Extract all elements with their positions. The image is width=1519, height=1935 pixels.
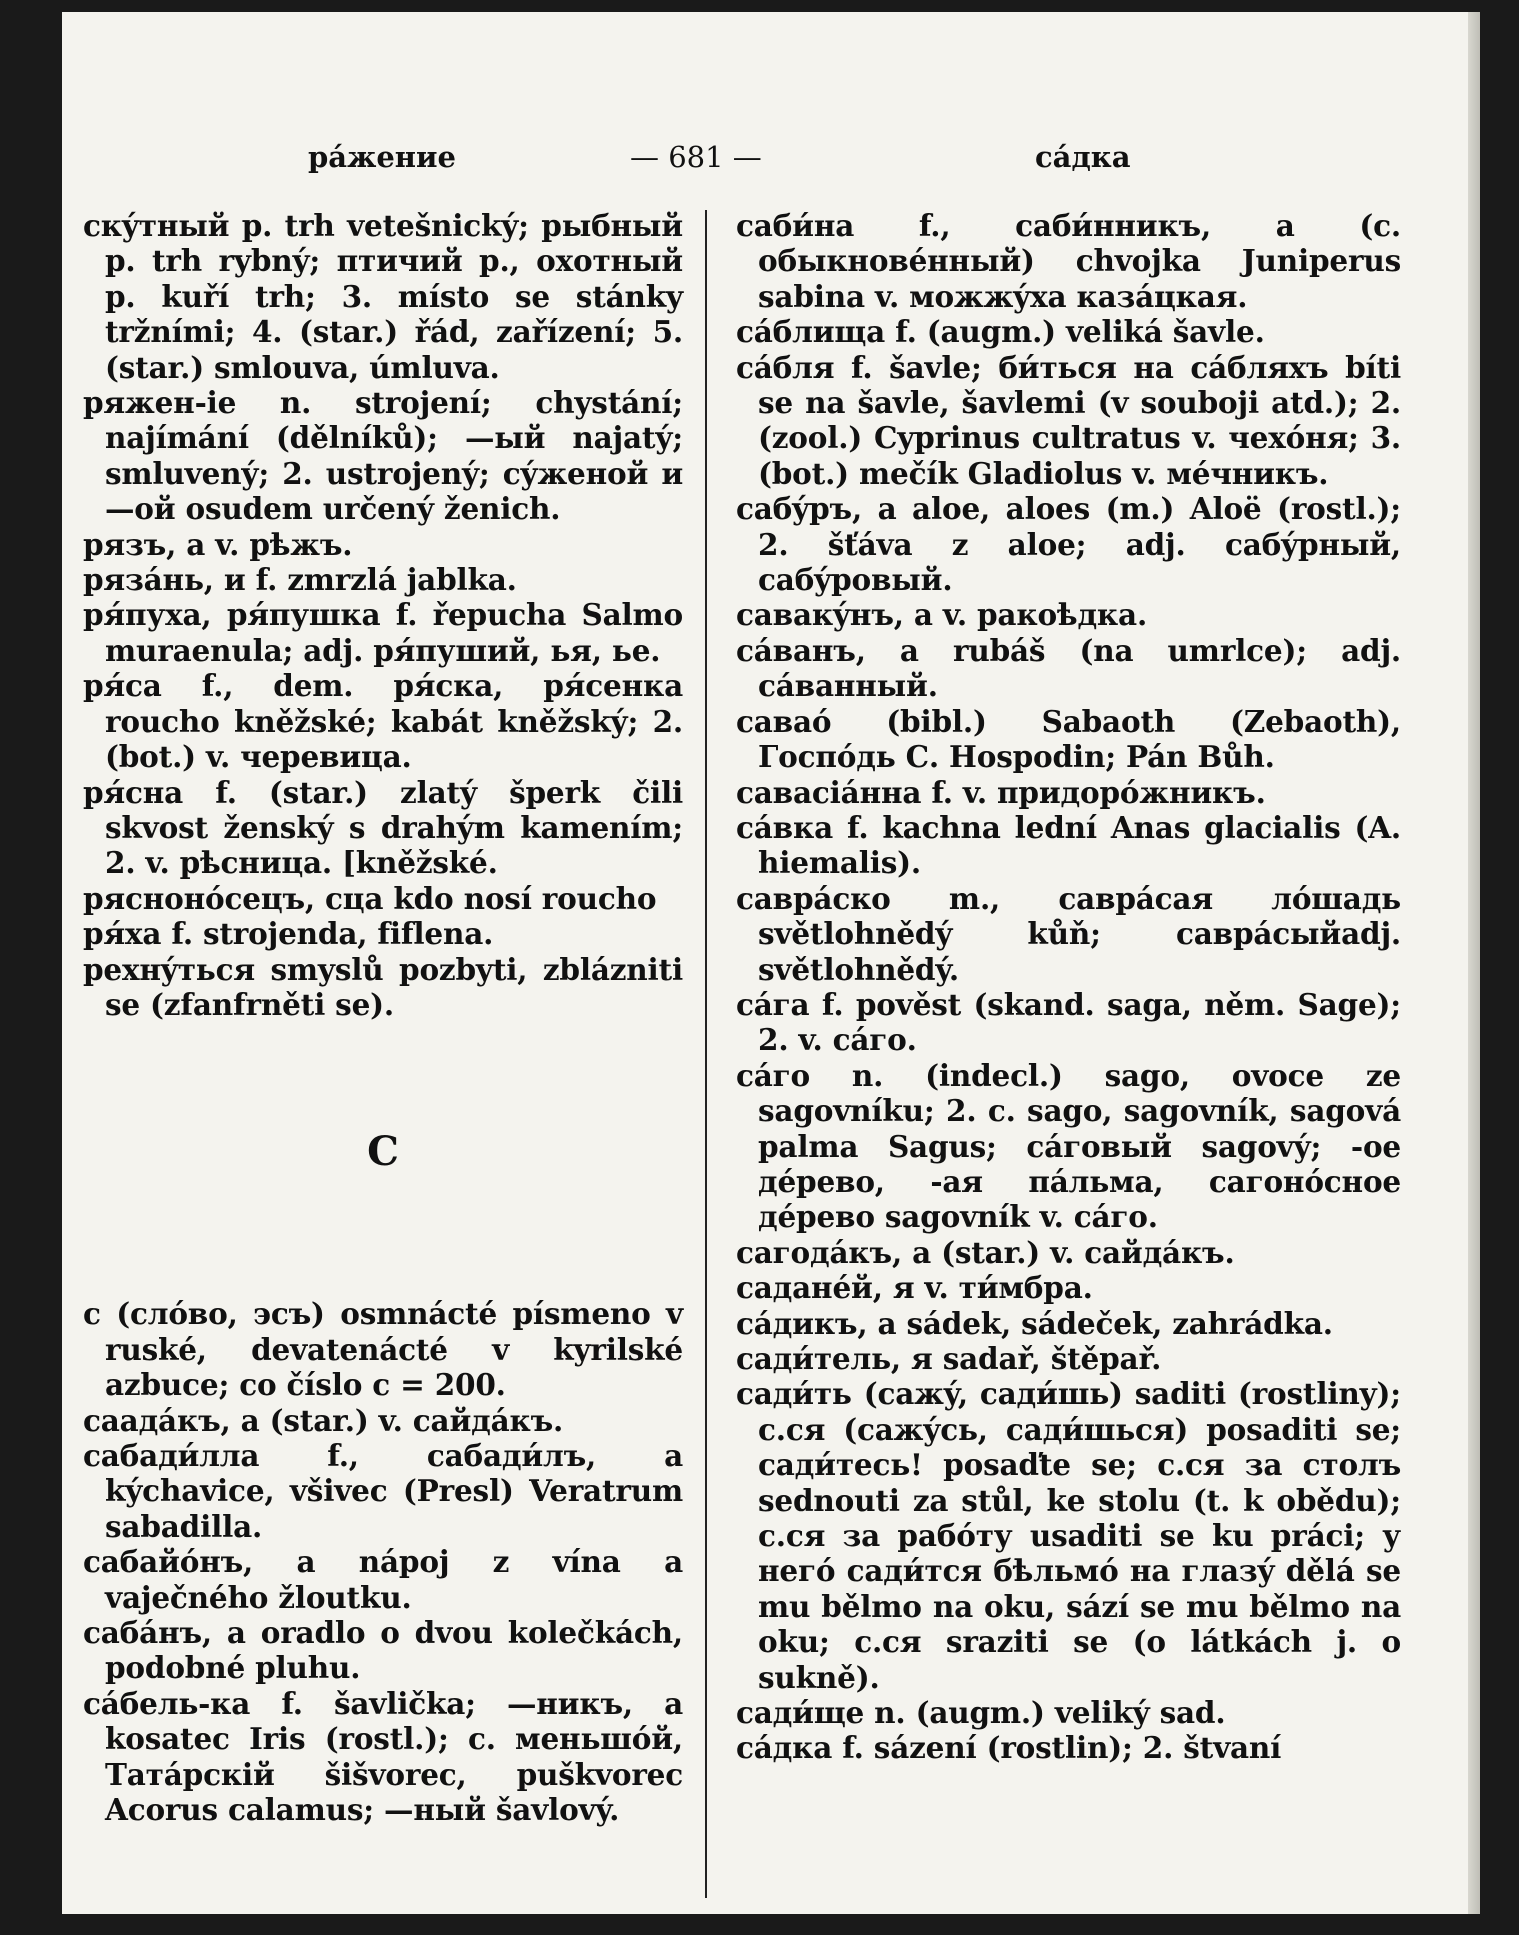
dictionary-entry: рязáнь, и f. zmrzlá jablka. bbox=[83, 562, 517, 598]
left-column bbox=[83, 208, 683, 1827]
dictionary-entry: ря́пуха, ря́пушка f. řepucha Salmo muraenula; adj. ря́пуший, ья, ье. bbox=[83, 597, 683, 668]
dictionary-entry: ря́ха f. strojenda, fiflena. bbox=[83, 916, 494, 952]
dictionary-entry: сабýръ, a aloe, aloes (m.) Aloë (rostl.); 2. šťáva z aloe; adj. сабýрный, сабýровый. bbox=[736, 491, 1401, 598]
dictionary-entry: сáванъ, a rubáš (na umrlce); adj. сáванный. bbox=[736, 632, 1401, 704]
dictionary-entry: рязъ, a v. рѣжъ. bbox=[83, 526, 353, 562]
dictionary-entry: ряжен-ie n. strojení; chystání; najímání (dělníků); —ый najatý; smluvený; 2. ustrojený; сýженой и —ой osudem určený ženich. bbox=[83, 385, 683, 527]
dictionary-entry: сáго n. (indecl.) sago, ovoce ze sagovníku; 2. с. sago, sagovník, sagová palma Sagus; сáговый sagový; -ое дéрево, -ая пáльма, сагонóсное дéрево sagovník v. сáго. bbox=[736, 1057, 1401, 1235]
dictionary-entry: сади́ще n. (augm.) veliký sad. bbox=[736, 1695, 1226, 1731]
dictionary-entry: савакýнъ, a v. ракоѣдка. bbox=[736, 597, 1148, 633]
dictionary-entry: саврáско m., саврáсая лóшадь světlohnědý kůň; саврáсыйadj. světlohnědý. bbox=[736, 880, 1401, 987]
dictionary-entry: ряснонóсецъ, сца kdo nosí roucho bbox=[83, 880, 657, 916]
dictionary-entry: сабайóнъ, a nápoj z vína a vaječného žloutku. bbox=[83, 1544, 683, 1615]
section-letter: С bbox=[367, 1128, 399, 1176]
dictionary-entry: сáбель-ка f. šavlička; —никъ, a kosatec Iris (rostl.); с. меньшóй, Татáрскій šišvorec, puškvorec Acorus calamus; —ный šavlový. bbox=[83, 1685, 683, 1828]
dictionary-entry: сáвка f. kachna lední Anas glacialis (A. hiemalis). bbox=[736, 809, 1401, 881]
header-left-word: ра́жение bbox=[308, 140, 456, 174]
dictionary-entry: сабади́лла f., сабади́лъ, a kýchavice, všivec (Presl) Veratrum sabadilla. bbox=[83, 1437, 683, 1544]
dictionary-entry: сáга f. pověst (skand. saga, něm. Sage); 2. v. сáго. bbox=[736, 986, 1401, 1058]
dictionary-entry: сáбля f. šavle; би́ться на сáбляхъ bíti se na šavle, šavlemi (v souboji atd.); 2. (zool.) Cyprinus cultratus v. чехóня; 3. (bot.) mečík Gladiolus v. мéчникъ. bbox=[736, 349, 1401, 491]
dictionary-entry: сади́ть (сажý, сади́шь) saditi (rostliny); с.ся (сажýсь, сади́шься) posaditi se; сади́тесь! posaďte se; с.ся за столъ sednouti za stůl, ke stolu (t. k obědu); с.ся за рабóту usaditi se ku práci; у негó сади́тся бѣльмó на глазý dělá se mu bělmo na oku, sází se mu bělmo na oku; с.ся sraziti se (o látkách j. o sukně). bbox=[736, 1376, 1401, 1695]
dictionary-entry: скýтный р. trh vetešnický; рыбный р. trh rybný; птичий р., охотный р. kuří trh; 3. místo se stánky tržními; 4. (star.) řád, zařízení; 5. (star.) smlouva, úmluva. bbox=[83, 208, 683, 385]
dictionary-entry: сáдикъ, a sádek, sádeček, zahrádka. bbox=[736, 1305, 1333, 1341]
dictionary-entry: саби́на f., саби́нникъ, a (с. обыкновéнный) chvojka Juniperus sabina v. можжýха казáцкая. bbox=[736, 208, 1401, 314]
dictionary-entry: с (слóво, эсъ) osmnácté písmeno v ruské, devatenácté v kyrilské azbuce; co číslo с = 200. bbox=[83, 1296, 683, 1403]
right-column bbox=[736, 208, 1401, 1766]
scan-edge bbox=[1468, 12, 1480, 1914]
dictionary-entry: сагодáкъ, a (star.) v. сайдáкъ. bbox=[736, 1234, 1235, 1270]
left-entries-top bbox=[83, 208, 683, 1022]
dictionary-entry: ря́сна f. (star.) zlatý šperk čili skvost ženský s drahým kamením; 2. v. рѣсница. [kněžské. bbox=[83, 774, 683, 881]
running-header bbox=[0, 140, 1519, 180]
dictionary-entry: сади́тель, я sadař, štěpař. bbox=[736, 1341, 1162, 1376]
right-entries bbox=[736, 208, 1401, 1766]
dictionary-entry: рехнýться smyslů pozbyti, zblázniti se (zfanfrněti se). bbox=[83, 951, 683, 1022]
dictionary-entry: саданéй, я v. ти́мбра. bbox=[736, 1270, 1093, 1306]
column-divider bbox=[705, 210, 707, 1898]
left-entries-bottom bbox=[83, 1296, 683, 1827]
dictionary-entry: саадáкъ, a (star.) v. сайдáкъ. bbox=[83, 1402, 564, 1438]
page-number: — 681 — bbox=[630, 140, 762, 174]
dictionary-entry: савасіáнна f. v. придорóжникъ. bbox=[736, 774, 1266, 810]
dictionary-entry: сáдка f. sázení (rostlin); 2. štvaní bbox=[736, 1730, 1282, 1766]
dictionary-entry: сáблища f. (augm.) veliká šavle. bbox=[736, 314, 1265, 350]
dictionary-entry: ря́са f., dem. ря́ска, ря́сенка roucho kněžské; kabát kněžský; 2. (bot.) v. черевица. bbox=[83, 668, 683, 775]
header-right-word: са́дка bbox=[1035, 140, 1131, 174]
dictionary-entry: саваó (bibl.) Sabaoth (Zebaoth), Госпóдь С. Hospodin; Pán Bůh. bbox=[736, 703, 1401, 775]
dictionary-entry: сабáнъ, a oradlo o dvou kolečkách, podobné pluhu. bbox=[83, 1615, 683, 1686]
